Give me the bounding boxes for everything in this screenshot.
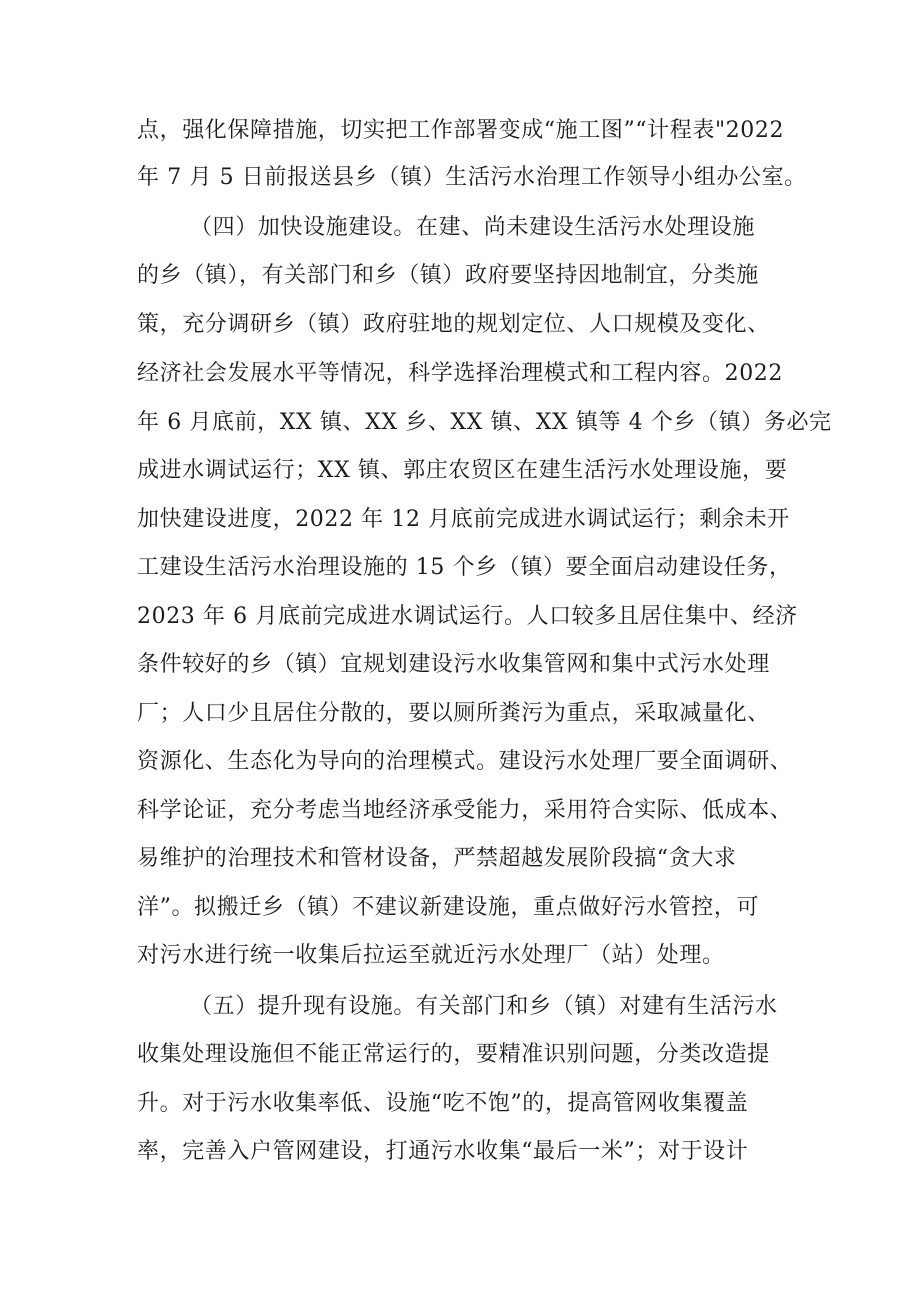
text-line: 易维护的治理技术和管材设备，严禁超越发展阶段搞“贪大求 <box>137 846 737 871</box>
paragraph-heading-line: （五）提升现有设施。有关部门和乡（镇）对建有生活污水 <box>190 994 778 1019</box>
paragraph-heading-line: （四）加快设施建设。在建、尚未建设生活污水处理设施 <box>190 215 756 240</box>
text-line: 收集处理设施但不能正常运行的，要精准识别问题，分类改造提 <box>137 1042 770 1067</box>
text-line: 对污水进行统一收集后拉运至就近污水处理厂（站）处理。 <box>137 943 725 968</box>
text-line: 年 7 月 5 日前报送县乡（镇）生活污水治理工作领导小组办公室。 <box>137 165 807 190</box>
text-line: 2023 年 6 月底前完成进水调试运行。人口较多且居住集中、经济 <box>137 604 798 629</box>
text-line: 策，充分调研乡（镇）政府驻地的规划定位、人口规模及变化、 <box>137 312 770 337</box>
text-line: 科学论证，充分考虑当地经济承受能力，采用符合实际、低成本、 <box>137 798 793 823</box>
text-line: 条件较好的乡（镇）宜规划建设污水收集管网和集中式污水处理 <box>137 652 770 677</box>
text-line: 厂；人口少且居住分散的，要以厕所粪污为重点，采取减量化、 <box>137 701 770 726</box>
text-line: 的乡（镇），有关部门和乡（镇）政府要坚持因地制宜，分类施 <box>137 263 759 288</box>
text-line: 资源化、生态化为导向的治理模式。建设污水处理厂要全面调研、 <box>137 749 793 774</box>
text-line: 加快建设进度，2022 年 12 月底前完成进水调试运行；剩余未开 <box>137 507 790 532</box>
text-line: 升。对于污水收集率低、设施“吃不饱”的，提高管网收集覆盖 <box>137 1091 749 1116</box>
text-line: 工建设生活污水治理设施的 15 个乡（镇）要全面启动建设任务， <box>137 555 792 580</box>
text-line: 经济社会发展水平等情况，科学选择治理模式和工程内容。2022 <box>137 361 783 386</box>
text-line: 点，强化保障措施，切实把工作部署变成“施工图”“计程表"2022 <box>137 118 785 143</box>
text-line: 率，完善入户管网建设，打通污水收集“最后一米”；对于设计 <box>137 1139 749 1164</box>
text-line: 成进水调试运行；XX 镇、郭庄农贸区在建生活污水处理设施，要 <box>137 458 788 483</box>
text-line: 洋”。拟搬迁乡（镇）不建议新建设施，重点做好污水管控，可 <box>137 895 760 920</box>
text-line: 年 6 月底前，XX 镇、XX 乡、XX 镇、XX 镇等 4 个乡（镇）务必完 <box>137 410 832 435</box>
